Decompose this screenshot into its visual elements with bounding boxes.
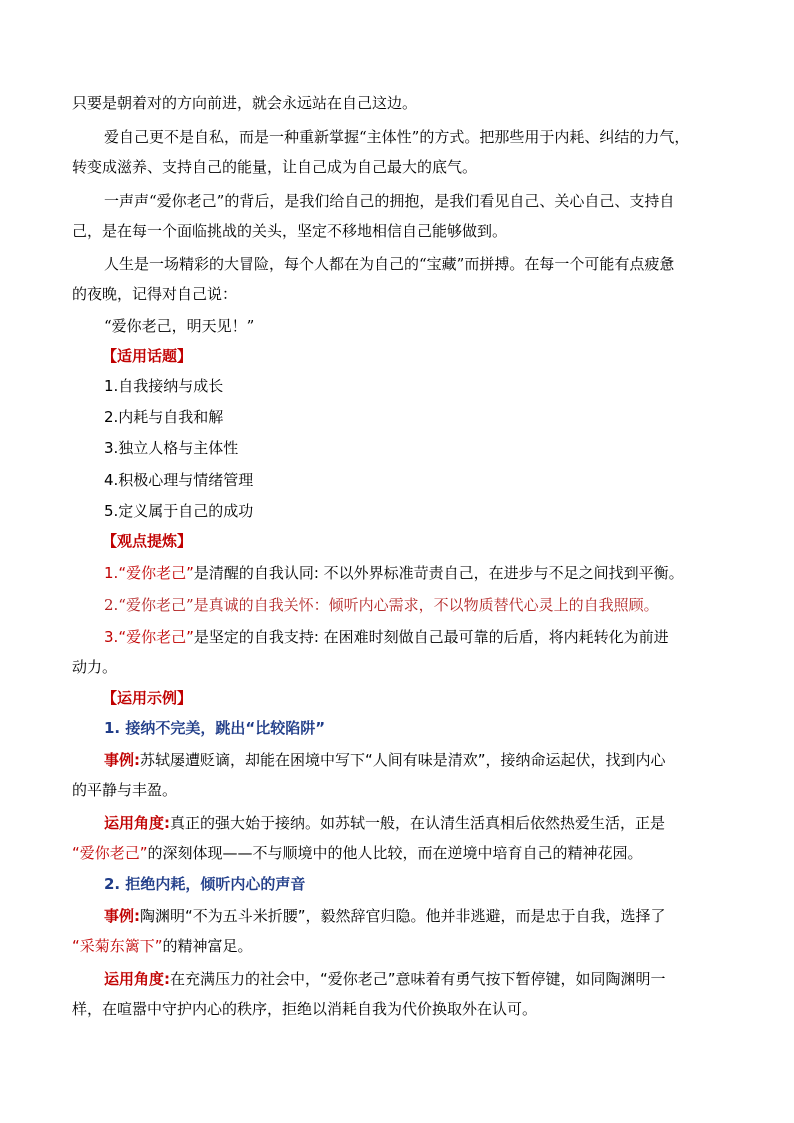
topic-item: 5.定义属于自己的成功 (104, 502, 254, 520)
angle-label: 运用角度: (104, 970, 170, 988)
essay-line: 一声声“爱你老己”的背后，是我们给自己的拥抱，是我们看见自己、关心自己、支持自 (104, 192, 675, 210)
essay-quote: “爱你老己，明天见！” (104, 317, 255, 335)
example-2-case-cont (72, 936, 253, 956)
case-label: 事例: (104, 751, 140, 769)
topics-heading: 【适用话题】 (102, 347, 193, 365)
viewpoint-text: 是清醒的自我认同: 不以外界标准苛责自己，在进步与不足之间找到平衡。 (193, 564, 684, 582)
example-2-case (104, 906, 666, 926)
essay-line: 转变成滋养、支持自己的能量，让自己成为自己最大的底气。 (72, 158, 478, 176)
case-text: 陶渊明“不为五斗米折腰”，毅然辞官归隐。他并非逃避，而是忠于自我，选择了 (140, 907, 666, 925)
example-1-title: 1. 接纳不完美，跳出“比较陷阱” (104, 719, 326, 737)
viewpoint-1 (104, 563, 684, 583)
example-1-case (104, 750, 666, 770)
examples-heading: 【运用示例】 (102, 689, 193, 707)
essay-line: 的夜晚，记得对自己说： (72, 285, 238, 303)
case-text: 的精神富足。 (162, 937, 253, 955)
example-1-angle (104, 813, 665, 833)
example-2-angle (104, 969, 666, 989)
essay-line: 爱自己更不是自私，而是一种重新掌握“主体性”的方式。把那些用于内耗、纠结的力气， (104, 128, 690, 146)
viewpoint-2: 2.“爱你老己”是真诚的自我关怀：倾听内心需求，不以物质替代心灵上的自我照顾。 (104, 596, 659, 614)
viewpoint-number: 1. (104, 564, 119, 582)
viewpoint-3 (104, 627, 669, 647)
topic-item: 1.自我接纳与成长 (104, 377, 224, 395)
essay-line: 己，是在每一个面临挑战的关头，坚定不移地相信自己能够做到。 (72, 222, 508, 240)
viewpoints-heading: 【观点提炼】 (102, 532, 193, 550)
viewpoint-text: 是坚定的自我支持: 在困难时刻做自己最可靠的后盾，将内耗转化为前进 (193, 628, 669, 646)
example-1-case-cont: 的平静与丰盈。 (72, 781, 178, 799)
essay-line: 人生是一场精彩的大冒险，每个人都在为自己的“宝藏”而拼搏。在每一个可能有点疲惫 (104, 255, 675, 273)
viewpoint-keyword: “爱你老己” (118, 564, 194, 582)
case-keyword: “采菊东篱下” (72, 937, 163, 955)
example-1-angle-cont (72, 843, 643, 863)
topic-item: 2.内耗与自我和解 (104, 408, 224, 426)
viewpoint-3-cont: 动力。 (72, 658, 118, 676)
angle-text: 真正的强大始于接纳。如苏轼一般，在认清生活真相后依然热爱生活，正是 (170, 814, 666, 832)
case-label: 事例: (104, 907, 140, 925)
essay-line: 只要是朝着对的方向前进，就会永远站在自己这边。 (72, 94, 418, 112)
viewpoint-keyword: “爱你老己” (118, 628, 194, 646)
topic-item: 3.独立人格与主体性 (104, 439, 239, 457)
example-2-angle-cont: 样，在喧嚣中守护内心的秩序，拒绝以消耗自我为代价换取外在认可。 (72, 1000, 538, 1018)
angle-label: 运用角度: (104, 814, 170, 832)
topic-item: 4.积极心理与情绪管理 (104, 471, 254, 489)
angle-text: 在充满压力的社会中，“爱你老己”意味着有勇气按下暂停键，如同陶渊明一 (170, 970, 666, 988)
example-2-title: 2. 拒绝内耗，倾听内心的声音 (104, 875, 306, 893)
case-text: 苏轼屡遭贬谪，却能在困境中写下“人间有味是清欢”，接纳命运起伏，找到内心 (140, 751, 666, 769)
angle-keyword: “爱你老己” (72, 844, 148, 862)
angle-text: 的深刻体现——不与顺境中的他人比较，而在逆境中培育自己的精神花园。 (147, 844, 643, 862)
viewpoint-number: 3. (104, 628, 119, 646)
